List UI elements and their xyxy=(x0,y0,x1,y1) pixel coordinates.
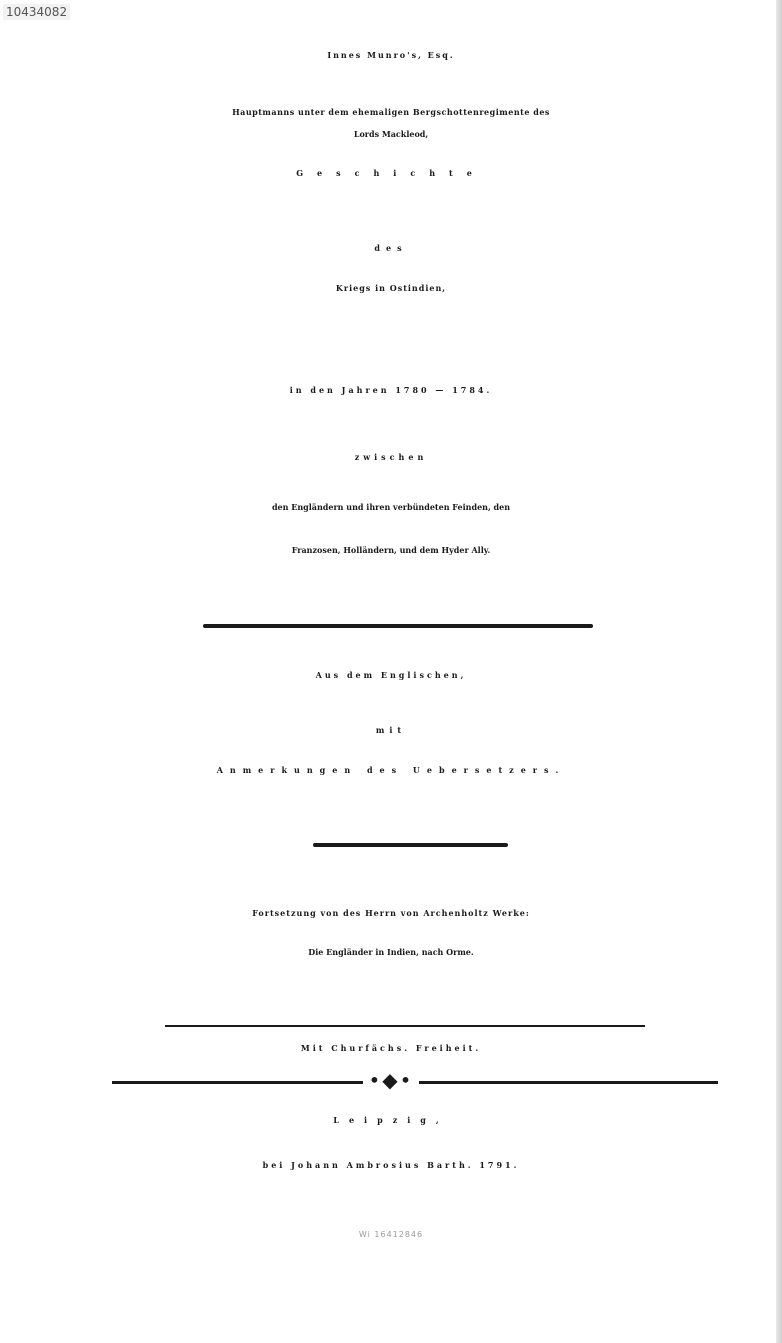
divider-rule xyxy=(313,843,508,847)
title-geschichte: Geschichte xyxy=(296,168,486,178)
continuation-line-1: Fortsetzung von des Herrn von Archenholtz Werke: xyxy=(252,908,530,918)
divider-rule xyxy=(165,1025,645,1027)
mit-line: mit xyxy=(375,725,407,735)
title-zwischen: zwischen xyxy=(354,452,428,462)
notes-line: Anmerkungen des Uebersetzers. xyxy=(216,765,566,775)
privilege-line: Mit Churfächs. Freiheit. xyxy=(300,1043,482,1053)
library-signature: Wi 16412846 xyxy=(358,1230,424,1239)
continuation-line-2: Die Engländer in Indien, nach Orme. xyxy=(308,947,474,957)
scan-id-label: 10434082 xyxy=(3,4,70,20)
imprint-publisher: bei Johann Ambrosius Barth. 1791. xyxy=(262,1160,520,1170)
title-main: Kriegs in Ostindien, xyxy=(335,283,447,293)
title-des: des xyxy=(374,243,408,253)
subtitle-line-2: Franzosen, Holländern, und dem Hyder Ally. xyxy=(291,545,491,555)
author-rank-line-1: Hauptmanns unter dem ehemaligen Bergschottenregimente des xyxy=(232,107,550,117)
author-line: Innes Munro's, Esq. xyxy=(327,50,455,60)
title-years: in den Jahren 1780 — 1784. xyxy=(289,385,493,395)
divider-rule xyxy=(203,624,593,628)
imprint-place: Leipzig, xyxy=(333,1115,449,1125)
author-rank-line-2: Lords Mackleod, xyxy=(353,129,429,139)
ornament-icon: •◆• xyxy=(0,1068,782,1092)
translation-line: Aus dem Englischen, xyxy=(315,670,467,680)
subtitle-line-1: den Engländern und ihren verbündeten Feinden, den xyxy=(271,502,511,512)
